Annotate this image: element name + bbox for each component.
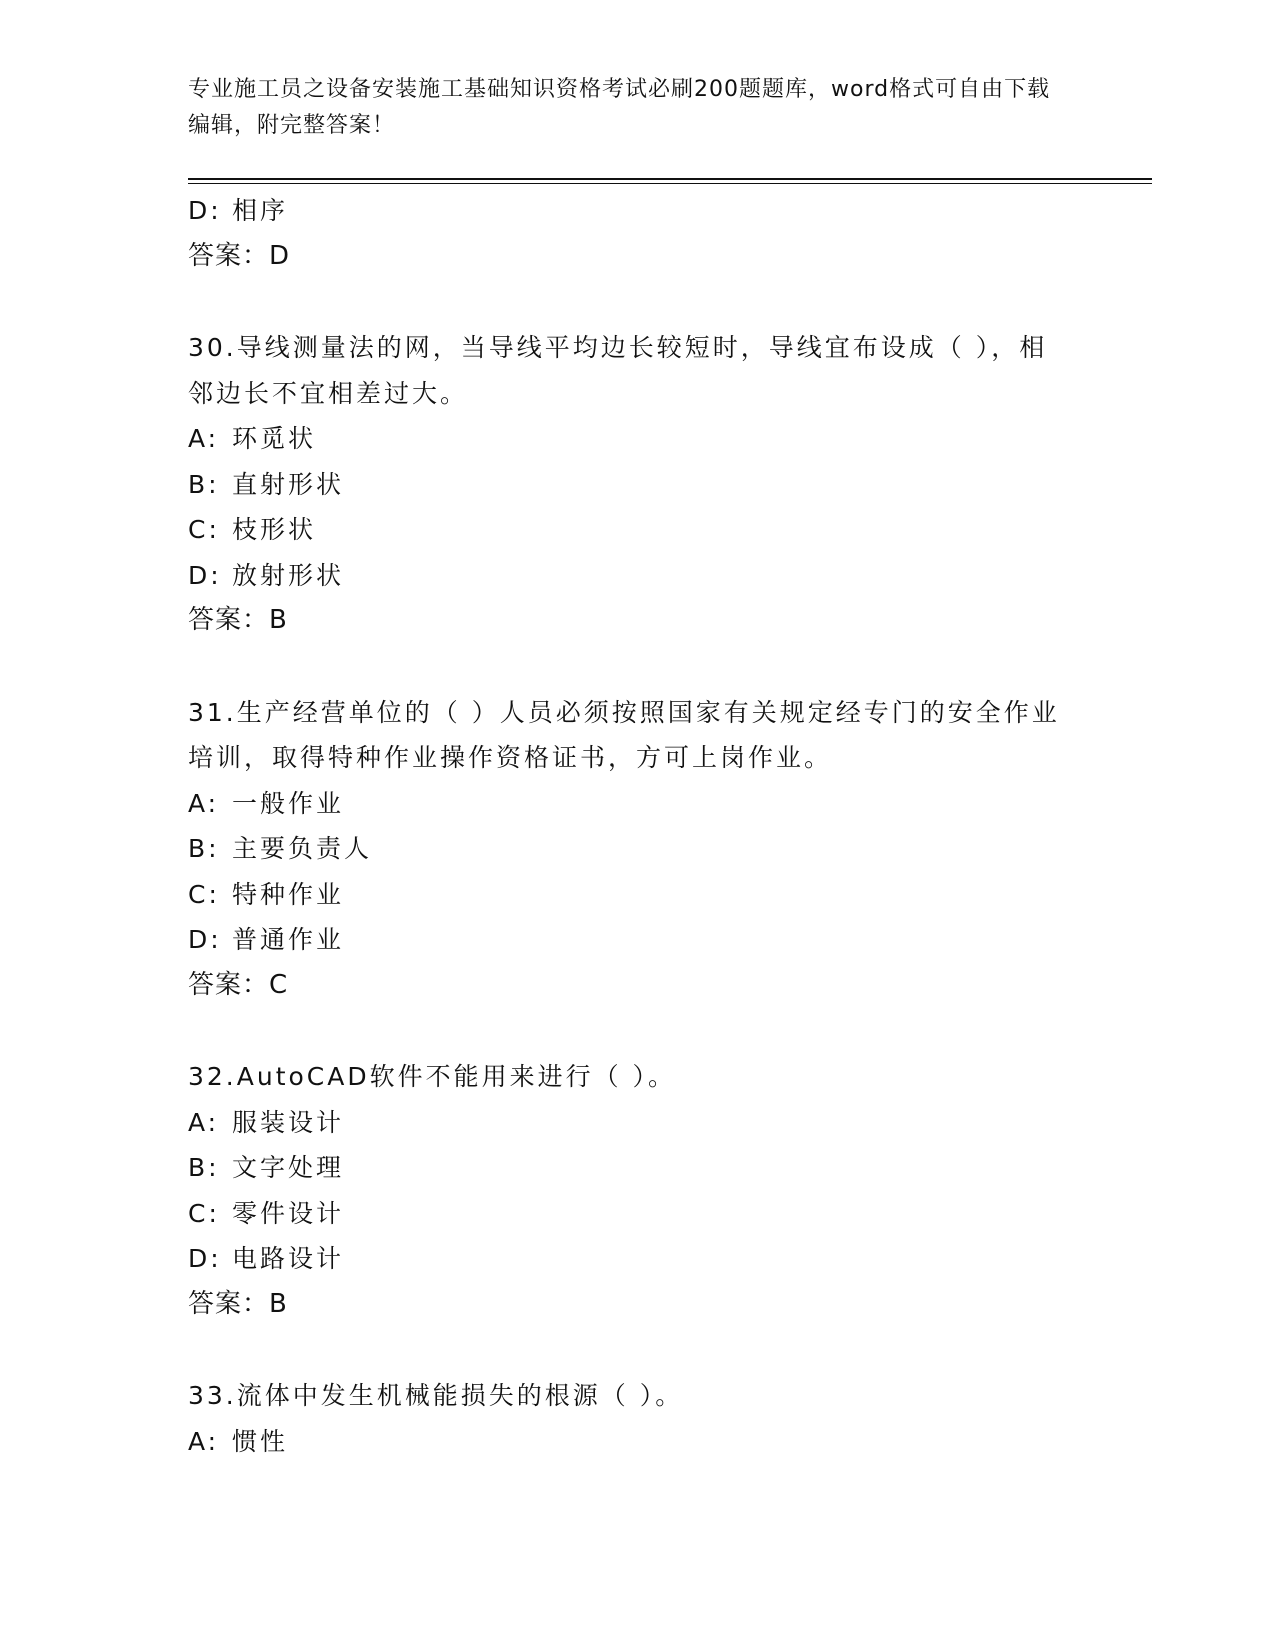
option-d (188, 553, 1088, 599)
header-title: 专业施工员之设备安装施工基础知识资格考试必刷200题题库，word格式可自由下载编辑，附完整答案！ (188, 77, 1051, 138)
question-block-33 (188, 1373, 1088, 1464)
question-block-30 (188, 325, 1088, 644)
document-header (188, 72, 1068, 144)
option-text: 零件设计 (232, 1198, 345, 1228)
question-text: 30.导线测量法的网，当导线平均边长较短时，导线宜布设成（ ），相邻边长不宜相差过大。 (188, 333, 1048, 408)
question-text: 33.流体中发生机械能损失的根源（ ）。 (188, 1381, 684, 1410)
option-text: 环觅状 (232, 424, 317, 453)
option-text: 服装设计 (232, 1107, 345, 1137)
header-divider-thin (188, 183, 1152, 184)
option-text: 相序 (232, 196, 289, 225)
option-letter: B: (188, 1153, 220, 1182)
option-letter: C: (188, 515, 220, 544)
answer-line: 答案：B (188, 1288, 288, 1319)
option-a (188, 1419, 1088, 1465)
option-a (188, 416, 1088, 462)
answer-line: 答案：B (188, 605, 288, 635)
question-block-31 (188, 690, 1088, 1009)
question-block-32 (188, 1054, 1088, 1327)
option-d (188, 188, 1088, 234)
answer-line: 答案：C (188, 969, 289, 1000)
option-letter: A: (188, 1426, 220, 1456)
option-text: 电路设计 (232, 1244, 345, 1273)
question-list (188, 188, 1088, 1464)
option-text: 惯性 (232, 1426, 289, 1456)
option-a (188, 1100, 1088, 1146)
answer-line: 答案：D (188, 240, 291, 271)
block-spacer (188, 1008, 1088, 1054)
option-c (188, 507, 1088, 553)
option-letter: B: (188, 469, 220, 499)
question-block-29 (188, 188, 1088, 279)
block-spacer (188, 644, 1088, 690)
option-text: 枝形状 (232, 515, 317, 544)
option-text: 放射形状 (232, 560, 345, 590)
option-letter: D: (188, 925, 222, 954)
option-letter: B: (188, 834, 220, 863)
option-letter: D: (188, 1244, 222, 1273)
option-letter: C: (188, 1198, 220, 1228)
block-spacer (188, 279, 1088, 325)
option-text: 普通作业 (232, 925, 345, 954)
option-letter: C: (188, 879, 220, 909)
block-spacer (188, 1327, 1088, 1373)
option-text: 主要负责人 (232, 834, 373, 863)
question-text: 32.AutoCAD软件不能用来进行（ ）。 (188, 1062, 677, 1091)
option-letter: A: (188, 1107, 220, 1137)
option-text: 一般作业 (232, 788, 345, 818)
option-b (188, 826, 1088, 872)
option-d (188, 1236, 1088, 1282)
option-b (188, 462, 1088, 508)
option-letter: D: (188, 196, 222, 225)
option-letter: D: (188, 560, 222, 590)
option-text: 特种作业 (232, 879, 345, 909)
option-a (188, 781, 1088, 827)
question-text: 31.生产经营单位的（ ）人员必须按照国家有关规定经专门的安全作业培训，取得特种作业操作资格证书，方可上岗作业。 (188, 697, 1060, 772)
option-letter: A: (188, 424, 220, 453)
option-d (188, 917, 1088, 963)
option-letter: A: (188, 788, 220, 818)
option-c (188, 1191, 1088, 1237)
option-b (188, 1145, 1088, 1191)
option-text: 直射形状 (232, 469, 345, 499)
option-text: 文字处理 (232, 1153, 345, 1182)
header-divider-thick (188, 178, 1152, 180)
option-c (188, 872, 1088, 918)
